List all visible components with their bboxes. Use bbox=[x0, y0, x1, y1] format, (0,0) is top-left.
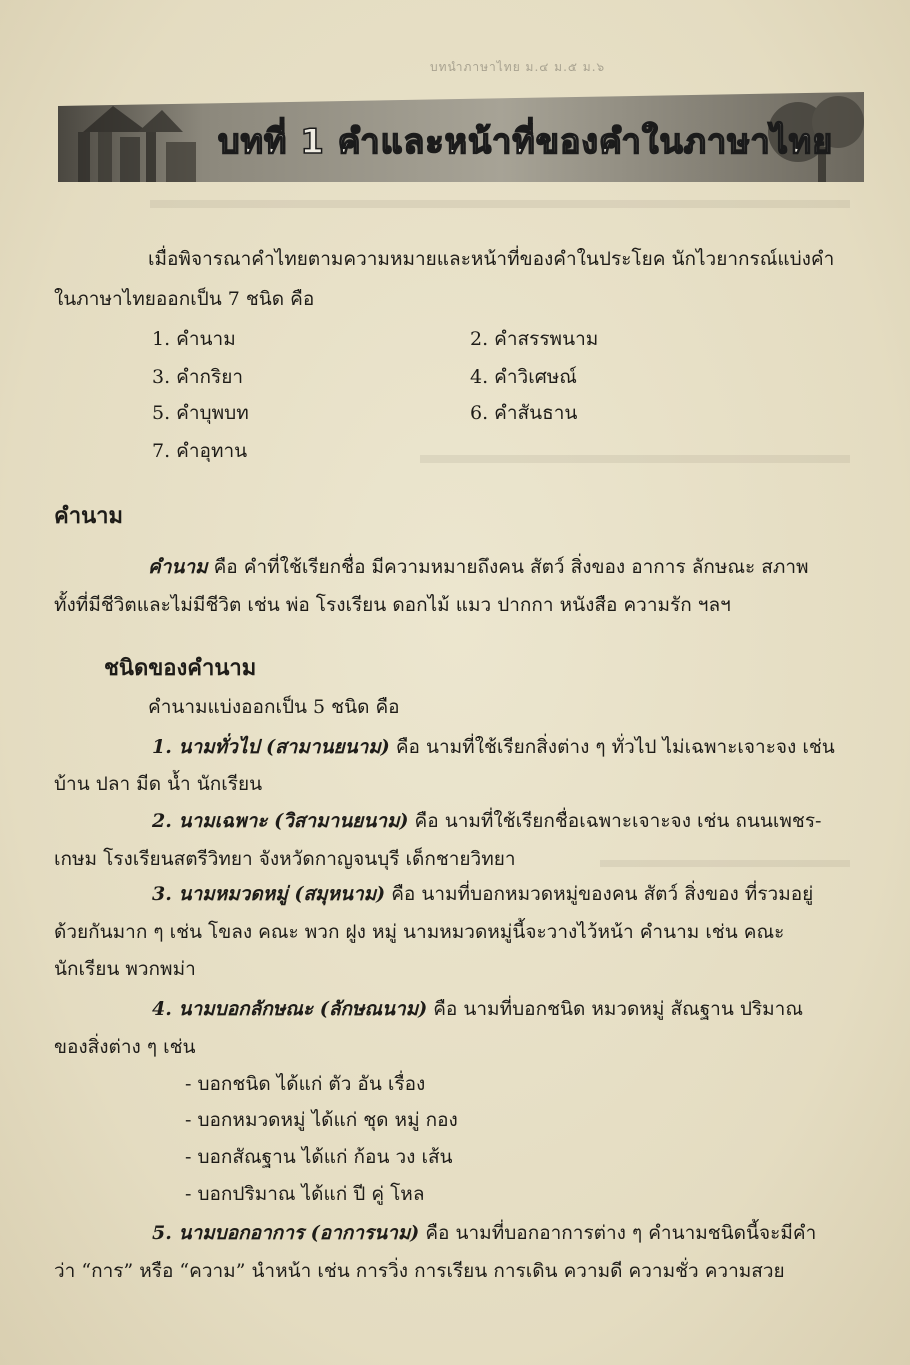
word-type-item: 3. คำกริยา bbox=[152, 366, 244, 388]
noun-kind-5-text: คือ นามที่บอกอาการต่าง ๆ คำนามชนิดนี้จะมีคำ bbox=[419, 1222, 817, 1244]
noun-kind-5-line-2: ว่า “การ” หรือ “ความ” นำหน้า เช่น การวิ่ง การเรียน การเดิน ความดี ความชั่ว ความสวย bbox=[54, 1260, 785, 1282]
noun-kind-3-line-3: นักเรียน พวกพม่า bbox=[54, 958, 196, 980]
noun-kind-2-line-2: เกษม โรงเรียนสตรีวิทยา จังหวัดกาญจนบุรี เด็กชายวิทยา bbox=[54, 848, 516, 870]
noun-kind-3-term: 3. นามหมวดหมู่ (สมุหนาม) bbox=[152, 883, 386, 905]
noun-kinds-intro: คำนามแบ่งออกเป็น 5 ชนิด คือ bbox=[148, 696, 400, 718]
show-through-mark bbox=[420, 455, 850, 463]
noun-kind-2-text: คือ นามที่ใช้เรียกชื่อเฉพาะเจาะจง เช่น ถนนเพชร- bbox=[408, 810, 822, 832]
noun-kind-4-line-2: ของสิ่งต่าง ๆ เช่น bbox=[54, 1036, 196, 1058]
word-type-item: 4. คำวิเศษณ์ bbox=[470, 366, 577, 388]
chapter-banner bbox=[58, 92, 864, 182]
intro-line-1: เมื่อพิจารณาคำไทยตามความหมายและหน้าที่ของคำในประโยค นักไวยากรณ์แบ่งคำ bbox=[148, 248, 835, 270]
noun-definition-text: คือ คำที่ใช้เรียกชื่อ มีความหมายถึงคน สัตว์ สิ่งของ อาการ ลักษณะ สภาพ bbox=[207, 556, 809, 578]
noun-definition-line-1 bbox=[148, 558, 809, 577]
noun-kind-4-text: คือ นามที่บอกชนิด หมวดหมู่ สัณฐาน ปริมาณ bbox=[427, 998, 803, 1020]
classifier-bullet: - บอกสัณฐาน ได้แก่ ก้อน วง เส้น bbox=[185, 1146, 453, 1168]
running-header: บทนำภาษาไทย ม.๔ ม.๕ ม.๖ bbox=[430, 60, 606, 74]
noun-kind-2-line-1 bbox=[152, 812, 821, 831]
noun-kind-5-line-1 bbox=[152, 1224, 816, 1243]
classifier-bullet: - บอกหมวดหมู่ ได้แก่ ชุด หมู่ กอง bbox=[185, 1109, 458, 1131]
word-type-item: 7. คำอุทาน bbox=[152, 440, 248, 462]
chapter-title: บทที่ 1 คำและหน้าที่ของคำในภาษาไทย bbox=[218, 122, 834, 162]
noun-definition-line-2: ทั้งที่มีชีวิตและไม่มีชีวิต เช่น พ่อ โรงเรียน ดอกไม้ แมว ปากกา หนังสือ ความรัก ฯลฯ bbox=[54, 594, 731, 616]
classifier-bullet: - บอกชนิด ได้แก่ ตัว อัน เรื่อง bbox=[185, 1073, 426, 1095]
noun-definition-term: คำนาม bbox=[148, 556, 208, 578]
noun-kind-3-line-1 bbox=[152, 885, 813, 904]
noun-kind-1-text: คือ นามที่ใช้เรียกสิ่งต่าง ๆ ทั่วไป ไม่เฉพาะเจาะจง เช่น bbox=[389, 736, 835, 758]
noun-kinds-heading: ชนิดของคำนาม bbox=[104, 655, 257, 681]
noun-kind-1-line-2: บ้าน ปลา มีด น้ำ นักเรียน bbox=[54, 773, 263, 795]
noun-kind-1-line-1 bbox=[152, 738, 835, 757]
word-type-item: 2. คำสรรพนาม bbox=[470, 328, 599, 350]
word-type-item: 5. คำบุพบท bbox=[152, 402, 249, 424]
word-type-item: 1. คำนาม bbox=[152, 328, 236, 350]
noun-kind-3-line-2: ด้วยกันมาก ๆ เช่น โขลง คณะ พวก ฝูง หมู่ นามหมวดหมู่นี้จะวางไว้หน้า คำนาม เช่น คณะ bbox=[54, 921, 785, 943]
show-through-mark bbox=[150, 200, 850, 208]
word-type-item: 6. คำสันธาน bbox=[470, 402, 578, 424]
noun-heading: คำนาม bbox=[54, 503, 123, 529]
intro-line-2: ในภาษาไทยออกเป็น 7 ชนิด คือ bbox=[54, 288, 315, 310]
noun-kind-3-text: คือ นามที่บอกหมวดหมู่ของคน สัตว์ สิ่งของ ที่รวมอยู่ bbox=[385, 883, 814, 905]
noun-kind-4-term: 4. นามบอกลักษณะ (ลักษณนาม) bbox=[152, 998, 428, 1020]
noun-kind-2-term: 2. นามเฉพาะ (วิสามานยนาม) bbox=[152, 810, 409, 832]
noun-kind-5-term: 5. นามบอกอาการ (อาการนาม) bbox=[152, 1222, 420, 1244]
noun-kind-4-line-1 bbox=[152, 1000, 803, 1019]
noun-kind-1-term: 1. นามทั่วไป (สามานยนาม) bbox=[152, 736, 390, 758]
show-through-mark bbox=[600, 860, 850, 867]
classifier-bullet: - บอกปริมาณ ได้แก่ ปี คู่ โหล bbox=[185, 1183, 425, 1205]
